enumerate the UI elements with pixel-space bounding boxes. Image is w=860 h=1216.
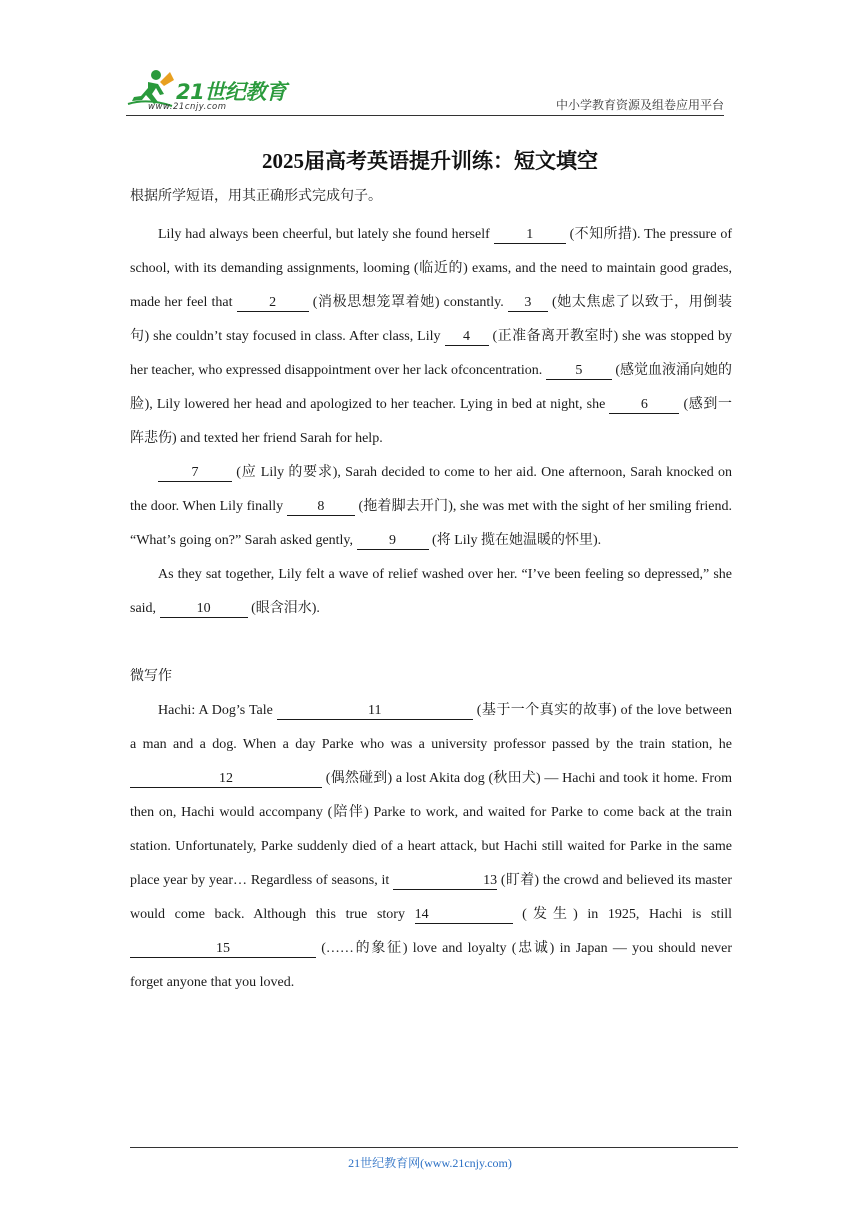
blank-7: 7 bbox=[158, 464, 232, 482]
text-segment: (……的象征) love and loyalty (忠诚) in Japan — you should never forget anyone that you loved. bbox=[130, 941, 732, 990]
footer-divider bbox=[130, 1147, 738, 1148]
blank-6: 6 bbox=[609, 396, 679, 414]
text-segment: (应 Lily 的要求), Sarah decided to come to her aid. One afternoon, Sarah knocked on the door. When Lily finally bbox=[130, 465, 732, 514]
text-segment: (感到一阵悲伤) and texted her friend Sarah for help. bbox=[130, 397, 732, 446]
text-segment: (消极思想笼罩着她) constantly. bbox=[308, 295, 508, 310]
page-title: 2025届高考英语提升训练：短文填空 bbox=[262, 149, 598, 173]
text-segment: (她太焦虑了以致于，用倒装句) she couldn’t stay focused in class. After class, Lily bbox=[130, 295, 732, 344]
text-segment: (拖着脚去开门), she was met with the sight of her smiling friend. “What’s going on?” Sarah asked gently, bbox=[130, 499, 732, 548]
text-segment: (基于一个真实的故事) of the love between a man and a dog. When a day Parke who was a university professor passed by the train station, he bbox=[130, 703, 732, 752]
blank-8: 8 bbox=[287, 498, 355, 516]
text-segment: (发生) in 1925, Hachi is still bbox=[512, 907, 732, 922]
text-segment: (盯着) the crowd and believed its master would come back. Although this true story bbox=[130, 873, 733, 922]
text-segment: Lily had always been cheerful, but lately she found herself bbox=[158, 227, 494, 242]
page-header bbox=[126, 66, 724, 116]
passage1-paragraph3 bbox=[130, 558, 732, 626]
blank-14: 14 bbox=[415, 906, 513, 924]
text-segment: (将 Lily 揽在她温暖的怀里). bbox=[428, 533, 602, 548]
blank-2: 2 bbox=[237, 294, 309, 312]
text-segment: Hachi: A Dog’s Tale bbox=[158, 703, 277, 718]
blank-13: 13 bbox=[393, 872, 497, 890]
blank-3: 3 bbox=[508, 294, 548, 312]
blank-15: 15 bbox=[130, 940, 316, 958]
logo-text: 21世纪教育 bbox=[176, 80, 287, 104]
blank-4: 4 bbox=[445, 328, 489, 346]
header-divider bbox=[126, 115, 724, 116]
passage1-paragraph1 bbox=[130, 218, 732, 456]
instruction: 根据所学短语，用其正确形式完成句子。 bbox=[130, 189, 382, 204]
blank-5: 5 bbox=[546, 362, 612, 380]
main-content bbox=[130, 184, 732, 1000]
blank-11: 11 bbox=[277, 702, 473, 720]
section-label: 微写作 bbox=[130, 669, 172, 684]
text-segment: (正准备离开教室时) she was stopped by her teacher, who expressed disappointment over her lack ofconcentration. bbox=[130, 329, 733, 378]
text-segment: (眼含泪水). bbox=[247, 601, 320, 616]
platform-name: 中小学教育资源及组卷应用平台 bbox=[555, 98, 724, 112]
text-segment: As they sat together, Lily felt a wave of relief washed over her. “I’ve been feeling so depressed,” she said, bbox=[130, 567, 732, 616]
text-segment: (偶然碰到) a lost Akita dog (秋田犬) — Hachi and took it home. From then on, Hachi would accompany (陪伴) Parke to work, and waited for Parke to come back at the train station. Unfortunately, Parke suddenly died of a heart attack, but Hachi still waited for Parke in the same place year by year… Regardless of seasons, it bbox=[130, 771, 732, 888]
blank-9: 9 bbox=[357, 532, 429, 550]
text-segment: (不知所措). The pressure of school, with its demanding assignments, looming (临近的) exams, and the need to maintain good grades, made her feel that bbox=[130, 227, 732, 310]
blank-12: 12 bbox=[130, 770, 322, 788]
footer-text: 21世纪教育网(www.21cnjy.com) bbox=[348, 1156, 512, 1170]
passage2-paragraph bbox=[130, 694, 732, 1000]
blank-10: 10 bbox=[160, 600, 248, 618]
logo bbox=[126, 66, 296, 114]
logo-url: www.21cnjy.com bbox=[148, 102, 227, 112]
blank-1: 1 bbox=[494, 226, 566, 244]
passage1-paragraph2 bbox=[130, 456, 732, 558]
text-segment: (感觉血液涌向她的脸), Lily lowered her head and apologized to her teacher. Lying in bed at night, she bbox=[130, 363, 732, 412]
